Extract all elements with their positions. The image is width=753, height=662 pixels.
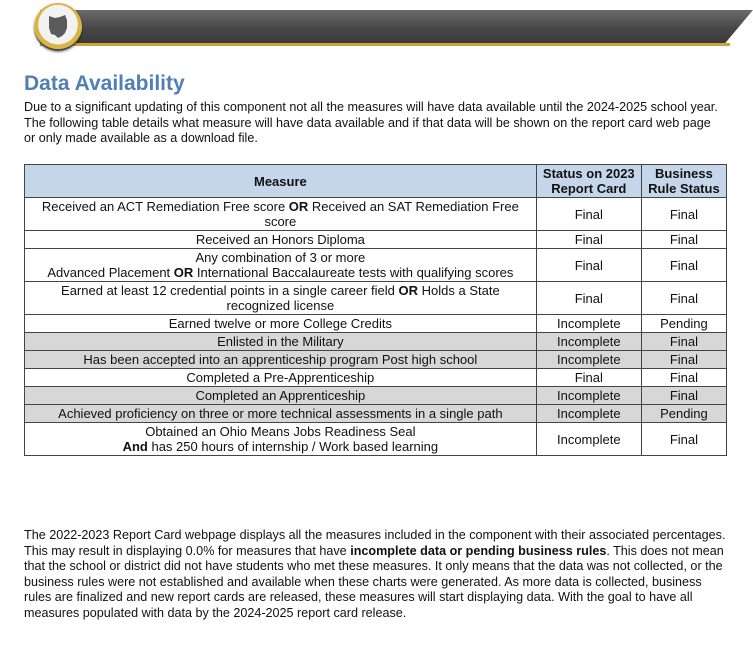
measure-cell [25,387,537,405]
status-cell: Final [536,249,641,282]
table-row [25,315,727,333]
measure-text: Holds a State recognized license [226,283,500,313]
measure-cell [25,231,537,249]
header-band [40,10,753,44]
measure-text: Advanced Placement [47,265,174,280]
measure-text: Received an Honors Diploma [195,232,365,247]
measure-text: Any combination of 3 or more [195,250,366,265]
measure-cell [25,405,537,423]
measure-text: Earned twelve or more College Credits [168,316,392,331]
status-header-line2: Report Card [551,181,627,196]
rule-status-cell: Final [641,423,726,456]
measure-text: OR [173,265,194,280]
table-row [25,282,727,315]
table-row [25,249,727,282]
table-header-row [25,165,727,198]
measure-text: Completed an Apprenticeship [195,388,366,403]
status-cell: Incomplete [536,315,641,333]
status-column-header [536,165,641,198]
status-header-line1: Status on 2023 [542,166,635,181]
rule-status-cell: Final [641,198,726,231]
rule-status-cell: Final [641,333,726,351]
rule-header-line1: Business [655,166,713,181]
footer-text-1: The 2022-2023 Report Card webpage displays all the measures included in the component with their associated percentages. This may result in displaying 0.0% for measures that have [24,528,726,558]
measure-text: And [122,439,148,454]
measure-cell [25,282,537,315]
measure-text: Enlisted in the Military [217,334,344,349]
ohio-seal-icon [34,3,82,51]
rule-status-cell: Final [641,231,726,249]
measure-text: has 250 hours of internship / Work based learning [147,439,439,454]
status-cell: Incomplete [536,405,641,423]
measure-column-header: Measure [25,165,537,198]
status-cell: Final [536,282,641,315]
status-cell: Final [536,231,641,249]
measure-cell [25,423,537,456]
rule-status-cell: Final [641,249,726,282]
measure-cell [25,249,537,282]
data-availability-table [24,164,727,456]
status-cell: Incomplete [536,333,641,351]
measure-cell [25,198,537,231]
table-body [25,198,727,456]
status-cell: Final [536,198,641,231]
status-cell: Incomplete [536,351,641,369]
rule-header-line2: Rule Status [648,181,720,196]
footer-paragraph [24,528,729,622]
measure-text: OR [288,199,309,214]
table-row [25,198,727,231]
measure-text: Obtained an Ohio Means Jobs Readiness Seal [145,424,416,439]
measure-text: International Baccalaureate tests with qualifying scores [193,265,514,280]
intro-paragraph: Due to a significant updating of this component not all the measures will have data available until the 2024-2025 school year. The following table details what measure will have data available and if that data will be shown on the report card web page or only made available as a download file. [24,100,718,145]
measure-cell [25,369,537,387]
table-row [25,231,727,249]
table-row [25,387,727,405]
rule-status-cell: Final [641,387,726,405]
measure-text: Received an SAT Remediation Free score [264,199,519,229]
measure-text: Has been accepted into an apprenticeship program Post high school [83,352,478,367]
measure-text: Received an ACT Remediation Free score [41,199,289,214]
table-row [25,423,727,456]
table-row [25,369,727,387]
status-cell: Incomplete [536,423,641,456]
status-cell: Incomplete [536,387,641,405]
header-gold-rule [40,43,730,46]
measure-text: Earned at least 12 credential points in a single career field [61,283,399,298]
measure-text: Completed a Pre-Apprenticeship [186,370,375,385]
rule-status-cell: Pending [641,315,726,333]
table-row [25,333,727,351]
table-row [25,405,727,423]
measure-text: Achieved proficiency on three or more technical assessments in a single path [58,406,503,421]
table-row [25,351,727,369]
measure-text: OR [398,283,419,298]
page-title: Data Availability [24,72,185,95]
footer-text-bold: incomplete data or pending business rules [350,543,607,558]
measure-cell [25,333,537,351]
rule-status-cell: Final [641,282,726,315]
footer-text-2: . This does not mean that the school or district did not have students who met these measures. It only means that the data was not collected, or the business rules were not established and available when these charts were generated. As more data is collected, business rules are finalized and new report cards are released, these measures will start displaying data. With the goal to have all measures populated with data by the 2024-2025 report card release. [24,543,724,620]
rule-status-cell: Final [641,369,726,387]
measure-cell [25,351,537,369]
rule-status-cell: Pending [641,405,726,423]
rule-status-cell: Final [641,351,726,369]
measure-cell [25,315,537,333]
status-cell: Final [536,369,641,387]
rule-column-header [641,165,726,198]
